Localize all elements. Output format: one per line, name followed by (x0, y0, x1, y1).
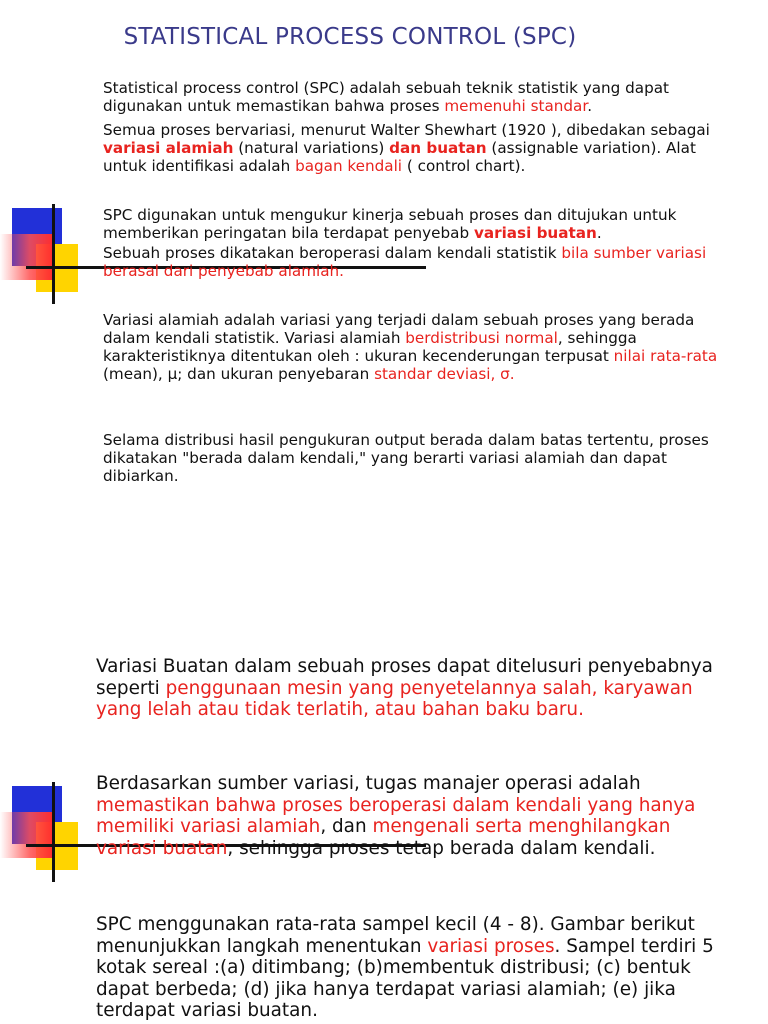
body-text: . Sampel terdiri 5 kotak sereal :(a) ditimbang; (b)membentuk distribusi; (c) bentuk dapat berbeda; (d) jika hanya terdapat variasi alamiah; (e) jika terdapat variasi buatan. (96, 935, 714, 1022)
highlighted-text: bagan kendali (295, 157, 403, 175)
highlighted-text: bila sumber variasi berasal dari penyebab alamiah. (103, 244, 707, 280)
highlighted-text: variasi alamiah (103, 139, 234, 157)
body-text: Semua proses bervariasi, menurut Walter Shewhart (1920 ), dibedakan sebagai (103, 121, 710, 139)
paragraph-spc-sampling (96, 914, 736, 1022)
body-text: Variasi Buatan dalam sebuah proses dapat ditelusuri penyebabnya seperti (96, 656, 713, 699)
highlighted-text: dan buatan (389, 139, 487, 157)
body-text: (assignable variation). Alat untuk identifikasi adalah (103, 139, 696, 175)
decor-red-square (0, 234, 54, 280)
highlighted-text: variasi proses (427, 935, 555, 957)
page-title: STATISTICAL PROCESS CONTROL (SPC) (123, 24, 577, 50)
body-text: . (587, 97, 593, 115)
body-text: , dan (320, 816, 373, 838)
slide-2 (0, 620, 768, 1024)
body-text: . (596, 224, 602, 242)
highlighted-text: mengenali serta menghilangkan variasi buatan (96, 816, 671, 859)
highlighted-text: berdistribusi normal (405, 329, 558, 347)
body-text: Statistical process control (SPC) adalah sebuah teknik statistik yang dapat digunakan untuk memastikan bahwa proses (103, 79, 669, 115)
slide-1-decoration (0, 208, 90, 298)
body-text: SPC digunakan untuk mengukur kinerja sebuah proses dan ditujukan untuk memberikan peringatan bila terdapat penyebab (103, 206, 677, 242)
decor-red-square (0, 812, 54, 858)
paragraph-natural-variation (103, 311, 743, 383)
body-text: ( control chart). (402, 157, 526, 175)
highlighted-text: memenuhi standar (444, 97, 588, 115)
paragraph-assignable-variation (96, 656, 736, 721)
body-text: Berdasarkan sumber variasi, tugas manajer operasi adalah (96, 773, 641, 794)
body-text: (mean), μ; dan ukuran penyebaran (103, 365, 375, 383)
paragraph-variation-types (103, 121, 743, 175)
paragraph-spc-definition (103, 79, 743, 115)
highlighted-text: variasi buatan (473, 224, 597, 242)
body-text: Selama distribusi hasil pengukuran output berada dalam batas tertentu, proses dikatakan "berada dalam kendali," yang berarti variasi alamiah dan dapat dibiarkan. (103, 431, 709, 485)
decor-vertical-line (52, 204, 55, 304)
paragraph-manager-task (96, 773, 736, 859)
paragraph-statistical-control (103, 244, 743, 280)
highlighted-text: memastikan bahwa proses beroperasi dalam kendali yang hanya memiliki variasi alamiah (96, 794, 696, 838)
body-text: , sehingga proses tetap berada dalam kendali. (227, 837, 656, 859)
body-text: Variasi alamiah adalah variasi yang terjadi dalam sebuah proses yang berada dalam kendali statistik. Variasi alamiah (103, 311, 695, 347)
decor-vertical-line (52, 782, 55, 882)
highlighted-text: penggunaan mesin yang penyetelannya salah, karyawan yang lelah atau tidak terlatih, atau bahan baku baru. (96, 677, 693, 721)
paragraph-spc-purpose (103, 206, 743, 242)
body-text: (natural variations) (233, 139, 390, 157)
paragraph-in-control (103, 431, 743, 485)
body-text: SPC menggunakan rata-rata sampel kecil (4 - 8). Gambar berikut menunjukkan langkah menentukan (96, 914, 695, 957)
highlighted-text: standar deviasi, σ. (374, 365, 515, 383)
highlighted-text: nilai rata-rata (613, 347, 718, 365)
slide-2-decoration (0, 786, 90, 876)
body-text: Sebuah proses dikatakan beroperasi dalam kendali statistik (103, 244, 562, 262)
body-text: , sehingga karakteristiknya ditentukan oleh : ukuran kecenderungan terpusat (103, 329, 637, 365)
